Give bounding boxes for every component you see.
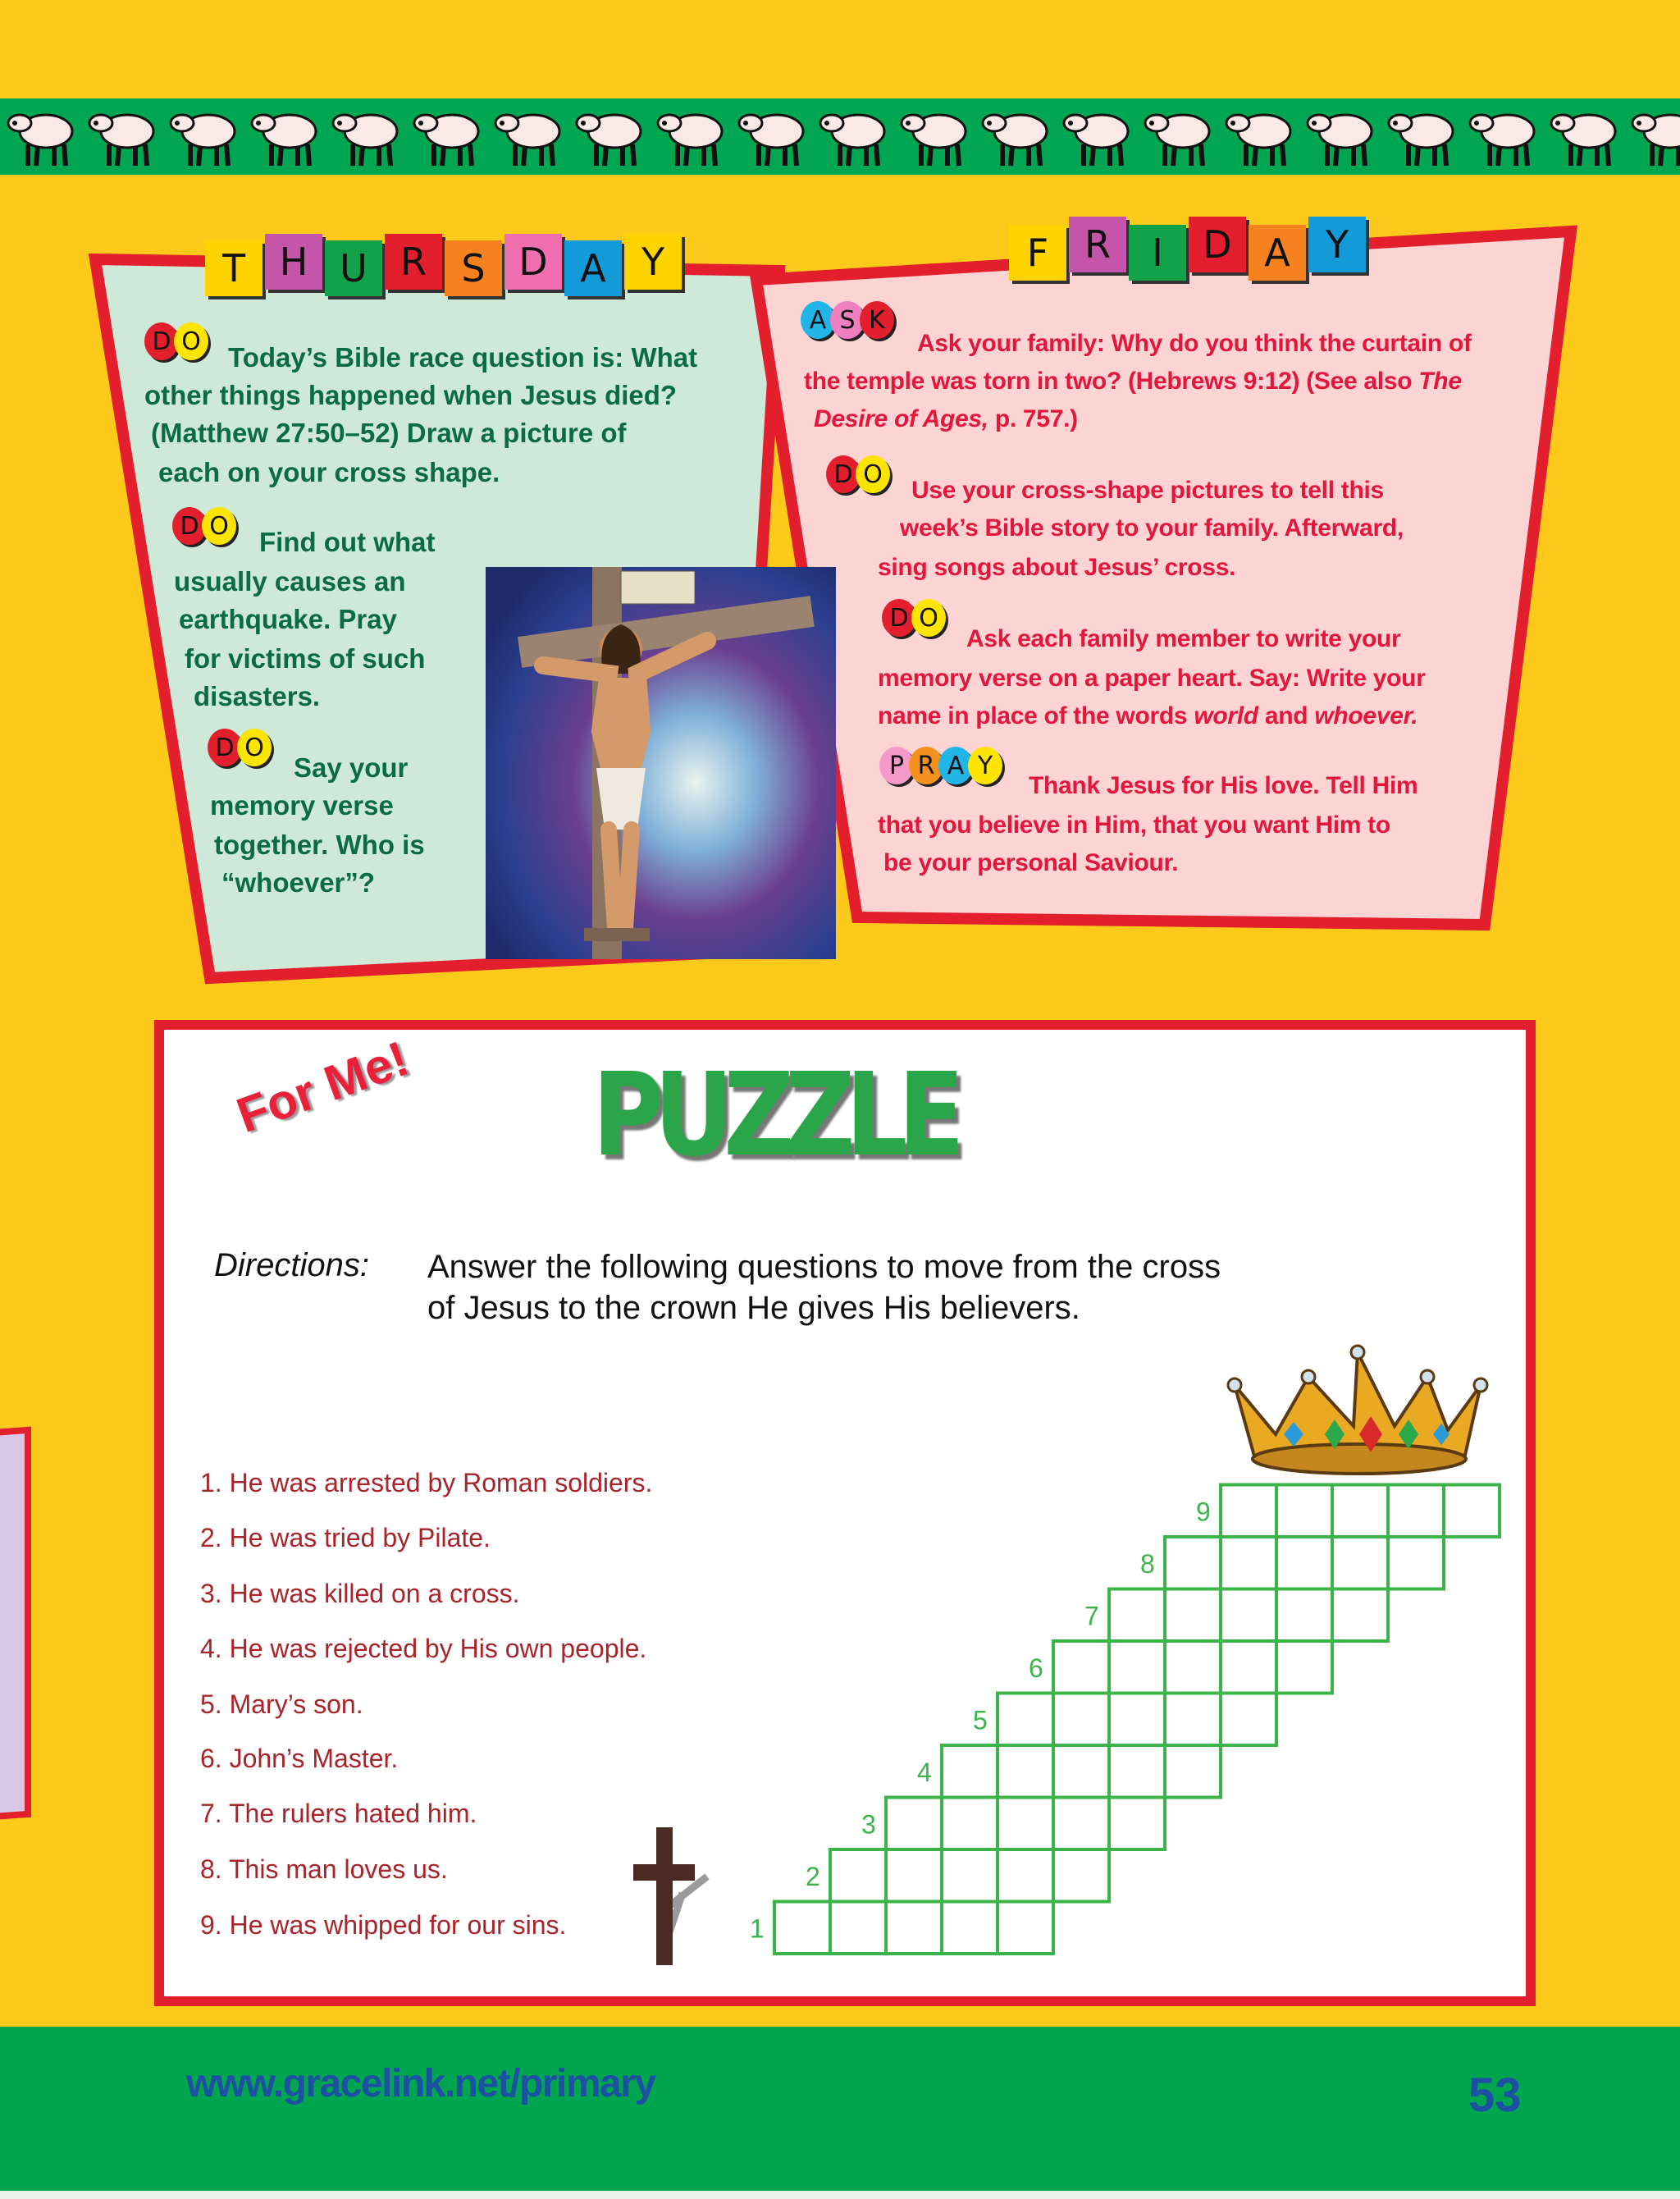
text-segment: whoever. [1314, 702, 1418, 729]
grid-cell[interactable] [774, 1902, 830, 1954]
clue-item: 4. He was rejected by His own people. [200, 1634, 647, 1663]
grid-cell[interactable] [1165, 1589, 1221, 1642]
title-letter-block: D [1189, 217, 1246, 272]
thursday-text-line: Find out what [259, 527, 436, 557]
grid-cell[interactable] [1053, 1694, 1109, 1746]
puzzle-title: PUZZLE [592, 1049, 956, 1182]
badge-letter: D [882, 599, 916, 637]
badge-letter: O [174, 322, 208, 360]
grid-cell[interactable] [998, 1694, 1053, 1746]
text-segment: be your personal Saviour. [883, 849, 1179, 876]
row-number-label: 8 [1140, 1548, 1155, 1579]
thursday-text-line: Say your [294, 752, 409, 783]
badge-letter: D [144, 322, 179, 360]
title-letter-block: R [385, 234, 442, 290]
grid-cell[interactable] [942, 1902, 998, 1954]
directions-text: of Jesus to the crown He gives His believers. [427, 1290, 1080, 1326]
grid-cell[interactable] [1221, 1537, 1276, 1589]
grid-cell[interactable] [1165, 1641, 1221, 1694]
title-letter-block: S [445, 240, 502, 296]
grid-cell[interactable] [1332, 1589, 1388, 1642]
badge-letter: R [909, 747, 943, 784]
grid-cell[interactable] [886, 1902, 942, 1954]
grid-cell[interactable] [1053, 1641, 1109, 1694]
badge-letter: O [237, 729, 272, 766]
text-segment: Desire of Ages, [814, 405, 988, 432]
text-segment: p. 757.) [988, 405, 1078, 432]
grid-cell[interactable] [830, 1902, 886, 1954]
text-segment: sing songs about Jesus’ cross. [878, 554, 1236, 581]
badge-letter: D [172, 507, 207, 545]
badge-letter: O [911, 599, 946, 637]
directions-label: Directions: [214, 1247, 369, 1283]
title-letter-block: Y [624, 234, 682, 290]
clue-item: 5. Mary’s son. [200, 1689, 363, 1719]
text-segment: that you believe in Him, that you want Him to [878, 811, 1390, 839]
grid-cell[interactable] [886, 1849, 942, 1902]
row-number-label: 5 [973, 1705, 988, 1735]
title-letter-block: I [1129, 225, 1186, 281]
row-number-label: 6 [1029, 1653, 1043, 1683]
clue-item: 9. He was whipped for our sins. [200, 1910, 567, 1940]
row-number-label: 2 [806, 1861, 820, 1891]
text-segment: and [1258, 702, 1315, 729]
text-segment: Ask your family: Why do you think the curtain of [917, 330, 1472, 357]
title-letter-block: Y [1308, 217, 1366, 272]
title-letter-block: A [1249, 225, 1306, 281]
page-number: 53 [1468, 2069, 1522, 2122]
title-letter-block: U [325, 240, 382, 296]
grid-cell[interactable] [1053, 1798, 1109, 1850]
grid-cell[interactable] [998, 1745, 1053, 1798]
badge-letter: O [856, 455, 890, 493]
grid-cell[interactable] [830, 1849, 886, 1902]
badge-letter: D [208, 729, 242, 766]
title-letter-block: T [205, 240, 262, 296]
footer-bar [0, 2027, 1680, 2191]
text-segment: memory verse on a paper heart. Say: Write your [878, 665, 1426, 692]
grid-cell[interactable] [1276, 1485, 1332, 1538]
badge-letter: S [830, 301, 865, 339]
badge-letter: O [202, 507, 236, 545]
title-letter-block: F [1009, 225, 1066, 281]
thursday-text-line: disasters. [194, 681, 321, 711]
thursday-text-line: for victims of such [185, 643, 426, 674]
text-segment: name in place of the words [878, 702, 1194, 729]
text-segment: Ask each family member to write your [966, 625, 1401, 652]
grid-cell[interactable] [1109, 1589, 1165, 1642]
grid-cell[interactable] [998, 1798, 1053, 1850]
grid-cell[interactable] [1276, 1537, 1332, 1589]
clue-item: 2. He was tried by Pilate. [200, 1523, 491, 1552]
clue-item: 7. The rulers hated him. [200, 1799, 477, 1828]
thursday-text-line: (Matthew 27:50–52) Draw a picture of [151, 418, 627, 448]
row-number-label: 4 [917, 1757, 932, 1787]
title-letter-block: A [564, 240, 622, 296]
grid-cell[interactable] [998, 1902, 1053, 1954]
row-number-label: 3 [861, 1809, 876, 1840]
text-segment: the temple was torn in two? (Hebrews 9:12) (See also [804, 368, 1419, 395]
grid-cell[interactable] [1109, 1745, 1165, 1798]
directions-text: Answer the following questions to move from the cross [427, 1249, 1221, 1285]
row-number-label: 9 [1196, 1497, 1211, 1527]
text-segment: Thank Jesus for His love. Tell Him [1029, 772, 1418, 799]
grid-cell[interactable] [1388, 1485, 1444, 1538]
grid-cell[interactable] [1165, 1537, 1221, 1589]
thursday-text-line: other things happened when Jesus died? [144, 380, 678, 410]
grid-cell[interactable] [942, 1745, 998, 1798]
thursday-text-line: “whoever”? [221, 867, 376, 898]
for-me-heading: For Me! [230, 1030, 416, 1144]
text-segment: The [1418, 368, 1462, 395]
thursday-text-line: earthquake. Pray [179, 604, 397, 634]
clue-item: 1. He was arrested by Roman soldiers. [200, 1468, 653, 1497]
grid-cell[interactable] [1109, 1798, 1165, 1850]
thursday-text-line: usually causes an [174, 566, 406, 597]
grid-cell[interactable] [1276, 1589, 1332, 1642]
title-letter-block: H [265, 234, 322, 290]
grid-cell[interactable] [1332, 1485, 1388, 1538]
title-letter-block: D [504, 234, 562, 290]
grid-cell[interactable] [1109, 1694, 1165, 1746]
grid-cell[interactable] [886, 1798, 942, 1850]
grid-cell[interactable] [942, 1798, 998, 1850]
thursday-text-line: Today’s Bible race question is: What [228, 342, 698, 373]
clue-item: 6. John’s Master. [200, 1744, 399, 1773]
grid-cell[interactable] [1388, 1537, 1444, 1589]
text-segment: world [1194, 702, 1258, 729]
grid-cell[interactable] [1276, 1641, 1332, 1694]
clue-item: 3. He was killed on a cross. [200, 1579, 520, 1608]
row-number-label: 1 [750, 1913, 765, 1944]
thursday-text-line: together. Who is [214, 830, 425, 860]
badge-letter: K [860, 301, 894, 339]
grid-cell[interactable] [1109, 1641, 1165, 1694]
footer-url-link[interactable]: www.gracelink.net/primary [186, 2062, 655, 2105]
title-letter-block: R [1069, 217, 1126, 272]
grid-cell[interactable] [1165, 1694, 1221, 1746]
clue-item: 8. This man loves us. [200, 1854, 448, 1884]
badge-letter: P [879, 747, 914, 784]
grid-cell[interactable] [1053, 1849, 1109, 1902]
thursday-text-line: memory verse [210, 790, 394, 821]
grid-cell[interactable] [1053, 1745, 1109, 1798]
grid-cell[interactable] [1221, 1641, 1276, 1694]
grid-cell[interactable] [942, 1849, 998, 1902]
thursday-text-line: each on your cross shape. [158, 457, 500, 487]
text-segment: week’s Bible story to your family. Afterward, [900, 514, 1404, 542]
badge-letter: D [826, 455, 861, 493]
grid-cell[interactable] [1165, 1745, 1221, 1798]
badge-letter: A [801, 301, 835, 339]
page-bottom-edge [0, 2191, 1680, 2199]
grid-cell[interactable] [1221, 1589, 1276, 1642]
grid-cell[interactable] [1221, 1485, 1276, 1538]
grid-cell[interactable] [1221, 1694, 1276, 1746]
grid-cell[interactable] [1444, 1485, 1500, 1538]
badge-letter: A [938, 747, 973, 784]
row-number-label: 7 [1084, 1601, 1099, 1631]
text-segment: Use your cross-shape pictures to tell this [911, 477, 1384, 504]
badge-letter: Y [968, 747, 1002, 784]
grid-cell[interactable] [1332, 1537, 1388, 1589]
grid-cell[interactable] [998, 1849, 1053, 1902]
